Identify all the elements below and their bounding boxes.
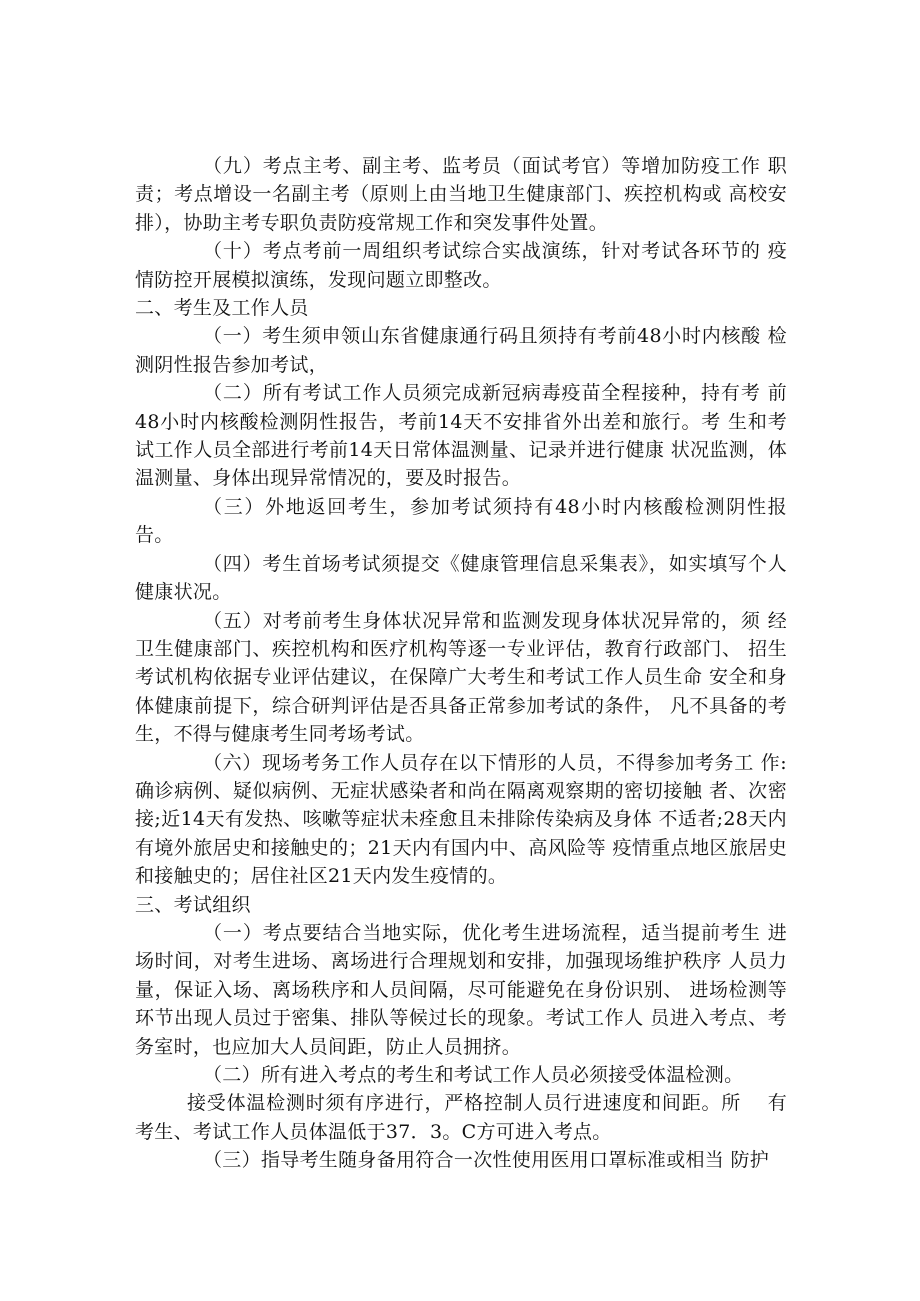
paragraph-3-1: （一）考点要结合当地实际，优化考生进场流程，适当提前考生 进场时间，对考生进场、离场进行合理规划和安排，加强现场维护秩序 人员力量，保证入场、离场秩序和人员间隔，尽可能避免在身份识别、 进场检测等环节出现人员过于密集、排队等候过长的现象。考试工作人 员进入考点、考务室时，也应加大人员间距，防止人员拥挤。	[135, 921, 787, 1058]
paragraph-2-2: （二）所有考试工作人员须完成新冠病毒疫苗全程接种，持有考 前48小时内核酸检测阴性报告，考前14天不安排省外出差和旅行。考 生和考试工作人员全部进行考前14天日常体温测量、记录并进行健康 状况监测，体温测量、身体出现异常情况的，要及时报告。	[135, 382, 787, 490]
paragraph-2-4: （四）考生首场考试须提交《健康管理信息采集表》，如实填写个人健康状况。	[135, 552, 787, 604]
paragraph-10: （十）考点考前一周组织考试综合实战演练，针对考试各环节的 疫情防控开展模拟演练，发现问题立即整改。	[135, 240, 787, 291]
section-heading-2: 二、考生及工作人员	[135, 297, 309, 320]
paragraph-3-2-cont: 接受体温检测时须有序进行，严格控制人员行进速度和间距。所 有考生、考试工作人员体温低于37．3。C方可进入考点。	[135, 1092, 787, 1143]
document-body	[135, 152, 787, 1175]
paragraph-2-3: （三）外地返回考生，参加考试须持有48小时内核酸检测阴性报 告。	[135, 495, 787, 547]
paragraph-3-3: （三）指导考生随身备用符合一次性使用医用口罩标准或相当 防护	[203, 1149, 770, 1172]
paragraph-3-2: （二）所有进入考点的考生和考试工作人员必须接受体温检测。	[203, 1064, 744, 1086]
paragraph-2-1: （一）考生须申领山东省健康通行码且须持有考前48小时内核酸 检测阴性报告参加考试，	[135, 325, 787, 376]
paragraph-2-6: （六）现场考务工作人员存在以下情形的人员，不得参加考务工 作:确诊病例、疑似病例、无症状感染者和尚在隔离观察期的密切接触 者、次密接;近14天有发热、咳嗽等症状未痊愈且未排除传染病及身体 不适者;28天内有境外旅居史和接触史的；21天内有国内中、高风险等 疫情重点地区旅居史和接触史的；居住社区21天内发生疫情的。	[135, 751, 787, 888]
paragraph-2-5: （五）对考前考生身体状况异常和监测发现身体状况异常的，须 经卫生健康部门、疾控机构和医疗机构等逐一专业评估，教育行政部门、 招生考试机构依据专业评估建议，在保障广大考生和考试工作人员生命 安全和身体健康前提下，综合研判评估是否具备正常参加考试的条件， 凡不具备的考生，不得与健康考生同考场考试。	[135, 609, 787, 746]
paragraph-9: （九）考点主考、副主考、监考员（面试考官）等增加防疫工作 职责；考点增设一名副主考（原则上由当地卫生健康部门、疾控机构或 高校安排），协助主考专职负责防疫常规工作和突发事件处置。	[135, 155, 787, 234]
section-heading-3: 三、考试组织	[135, 893, 251, 916]
